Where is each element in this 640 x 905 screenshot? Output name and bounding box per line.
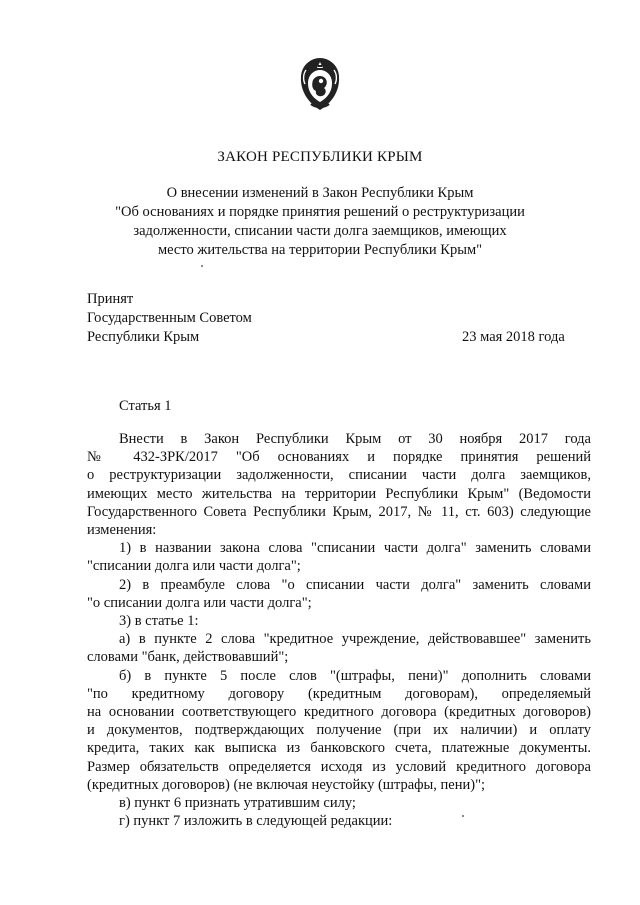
- body-line: б) в пункте 5 после слов "(штрафы, пени)" дополнить словами: [119, 667, 591, 684]
- subtitle-line: место жительства на территории Республики Крым": [157, 242, 483, 258]
- document-title: ЗАКОН РЕСПУБЛИКИ КРЫМ: [217, 149, 423, 165]
- scan-speck: [462, 815, 464, 817]
- body-line: в) пункт 6 признать утратившим силу;: [119, 795, 356, 812]
- body-line: № 432-ЗРК/2017 "Об основаниях и порядке принятия решений: [87, 449, 591, 466]
- adoption-line: Принят: [87, 291, 134, 307]
- body-line: а) в пункте 2 слова "кредитное учреждение, действовавшее" заменить: [119, 631, 591, 648]
- article-body: [87, 430, 591, 830]
- body-line: "по кредитному договору (кредитным договорам), определяемый: [87, 685, 591, 702]
- subtitle-line: "Об основаниях и порядке принятия решений о реструктуризации: [115, 204, 525, 220]
- body-line: имеющих место жительства на территории Республики Крым" (Ведомости: [87, 485, 591, 502]
- adoption-block: [87, 290, 252, 347]
- body-line: 1) в названии закона слова "списании части долга" заменить словами: [119, 540, 591, 557]
- law-subtitle: [70, 184, 570, 260]
- body-line: на основании соответствующего кредитного договора (кредитных договоров): [87, 704, 591, 721]
- body-line: Размер обязательств определяется исходя из условий кредитного договора: [87, 758, 591, 775]
- body-line: Внести в Закон Республики Крым от 30 ноября 2017 года: [119, 431, 591, 447]
- body-line: "о списании долга или части долга";: [87, 594, 312, 611]
- adoption-line: Государственным Советом: [87, 310, 252, 326]
- article-heading: Статья 1: [119, 398, 172, 414]
- body-line: 2) в преамбуле слова "о списании части долга" заменить словами: [119, 576, 591, 593]
- body-line: о реструктуризации задолженности, списании части долга заемщиков,: [87, 467, 591, 484]
- crimea-coat-of-arms-emblem: [297, 56, 343, 114]
- adoption-date: 23 мая 2018 года: [462, 329, 565, 345]
- body-line: изменения:: [87, 522, 157, 539]
- body-line: и документов, подтверждающих получение (при их наличии) и оплату: [87, 722, 591, 739]
- scan-speck: [201, 265, 203, 267]
- body-line: "списании долга или части долга";: [87, 558, 301, 575]
- subtitle-line: О внесении изменений в Закон Республики Крым: [166, 185, 474, 201]
- body-line: г) пункт 7 изложить в следующей редакции:: [119, 813, 393, 830]
- body-line: 3) в статье 1:: [119, 613, 199, 630]
- body-line: кредита, таких как выписка из банковского счета, платежные документы.: [87, 740, 591, 757]
- body-line: (кредитных договоров) (не включая неустойку (штрафы, пени)";: [87, 776, 486, 793]
- body-line: словами "банк, действовавший";: [87, 649, 289, 666]
- subtitle-line: задолженности, списании части долга заемщиков, имеющих: [133, 223, 507, 239]
- adoption-line: Республики Крым: [87, 329, 200, 345]
- body-line: Государственного Совета Республики Крым, 2017, № 11, ст. 603) следующие: [87, 503, 591, 520]
